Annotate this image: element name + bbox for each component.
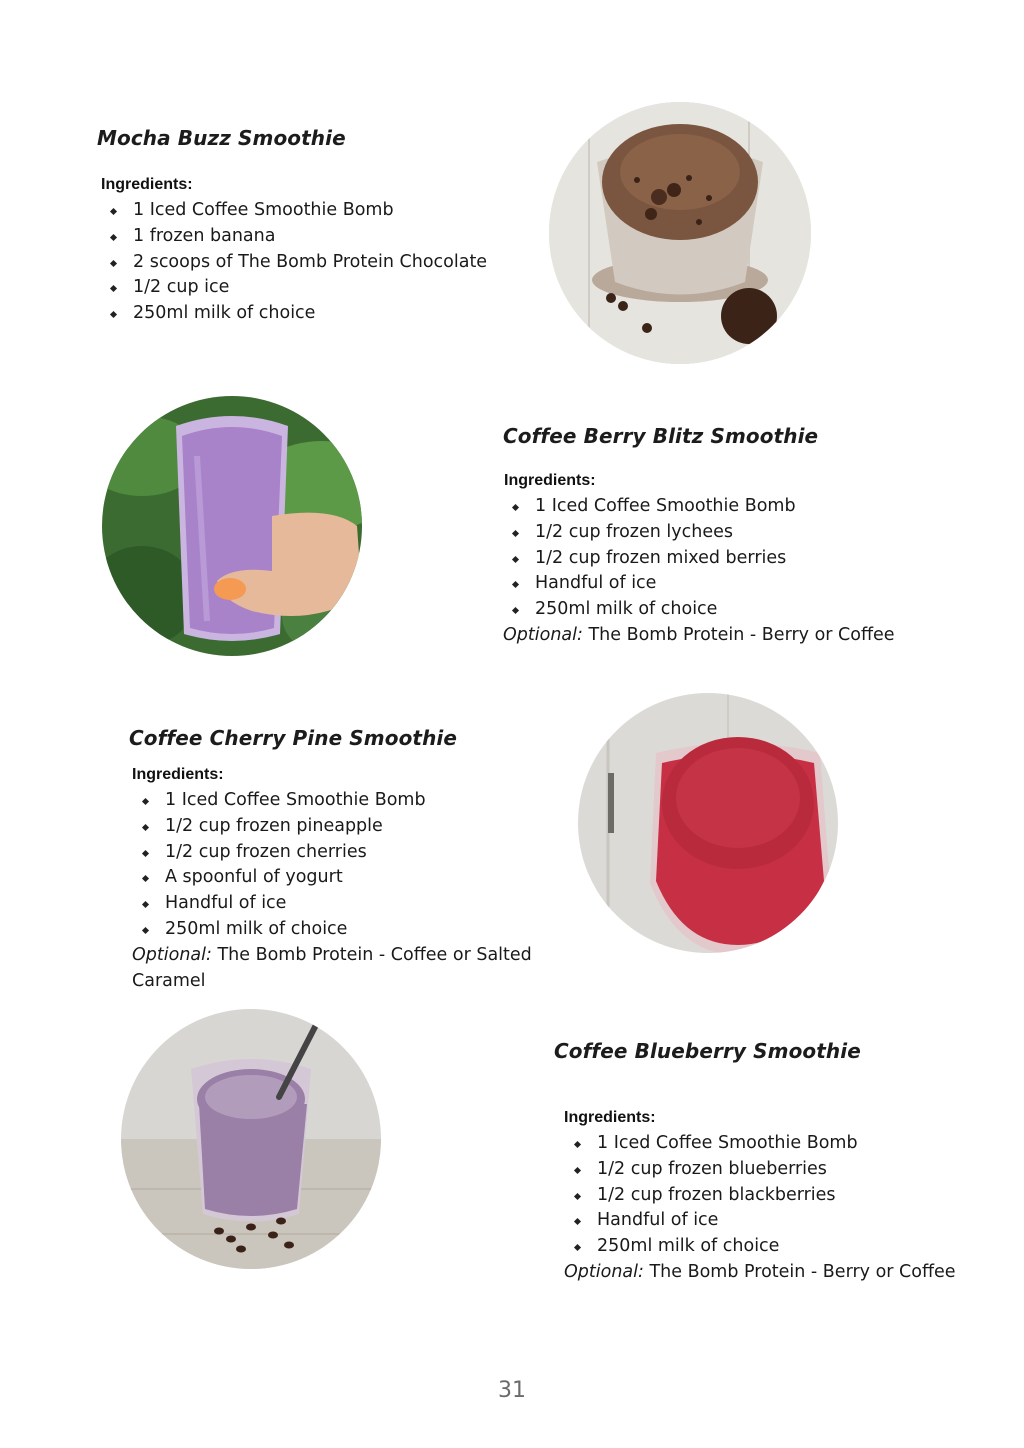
ingredients-list <box>554 1131 956 1260</box>
optional-text: The Bomb Protein - Coffee or Salted <box>217 944 532 965</box>
ingredient-item: 1/2 cup frozen lychees <box>511 520 895 546</box>
diamond-bullet-icon <box>110 285 117 292</box>
diamond-bullet-icon <box>142 875 149 882</box>
diamond-bullet-icon <box>142 824 149 831</box>
diamond-bullet-icon <box>574 1218 581 1225</box>
optional-label: Optional: <box>503 624 583 645</box>
ingredients-list <box>129 788 532 943</box>
optional-text: The Bomb Protein - Berry or Coffee <box>649 1261 956 1282</box>
blueberry-smoothie-photo <box>121 1009 381 1269</box>
ingredient-item: Handful of ice <box>511 571 895 597</box>
diamond-bullet-icon <box>574 1193 581 1200</box>
diamond-bullet-icon <box>142 850 149 857</box>
ingredient-item: 250ml milk of choice <box>573 1234 956 1260</box>
ingredient-item: 250ml milk of choice <box>109 301 487 327</box>
ingredient-item: Handful of ice <box>141 891 532 917</box>
ingredient-item: 1 Iced Coffee Smoothie Bomb <box>109 198 487 224</box>
recipe-title: Coffee Blueberry Smoothie <box>554 1039 861 1063</box>
berry-smoothie-photo <box>102 396 362 656</box>
ingredient-item: 1/2 cup ice <box>109 275 487 301</box>
ingredient-item: 1/2 cup frozen pineapple <box>141 814 532 840</box>
page-number: 31 <box>498 1378 526 1403</box>
ingredient-item: 1/2 cup frozen blueberries <box>573 1157 956 1183</box>
diamond-bullet-icon <box>512 607 519 614</box>
ingredients-label: Ingredients: <box>132 766 224 783</box>
ingredient-item: Handful of ice <box>573 1208 956 1234</box>
diamond-bullet-icon <box>574 1141 581 1148</box>
diamond-bullet-icon <box>110 234 117 241</box>
mocha-smoothie-photo <box>549 102 811 364</box>
diamond-bullet-icon <box>142 798 149 805</box>
ingredient-item: A spoonful of yogurt <box>141 865 532 891</box>
ingredient-item: 1 Iced Coffee Smoothie Bomb <box>573 1131 956 1157</box>
recipe-title: Coffee Berry Blitz Smoothie <box>503 424 819 448</box>
ingredient-item: 1 frozen banana <box>109 224 487 250</box>
ingredient-item: 250ml milk of choice <box>511 597 895 623</box>
ingredients-label: Ingredients: <box>101 176 193 193</box>
recipe-coffee-blueberry <box>554 1039 956 1286</box>
diamond-bullet-icon <box>110 311 117 318</box>
diamond-bullet-icon <box>512 504 519 511</box>
diamond-bullet-icon <box>512 530 519 537</box>
cherry-smoothie-photo <box>578 693 838 953</box>
ingredients-label: Ingredients: <box>504 472 596 489</box>
ingredient-item: 250ml milk of choice <box>141 917 532 943</box>
ingredients-list <box>97 198 487 327</box>
optional-note <box>564 1260 956 1286</box>
ingredients-label: Ingredients: <box>564 1109 656 1126</box>
optional-note <box>132 943 532 995</box>
recipe-mocha-buzz <box>97 126 487 327</box>
ingredient-item: 1/2 cup frozen blackberries <box>573 1183 956 1209</box>
recipe-title: Mocha Buzz Smoothie <box>97 126 346 150</box>
ingredient-item: 1 Iced Coffee Smoothie Bomb <box>511 494 895 520</box>
diamond-bullet-icon <box>110 208 117 215</box>
ingredient-item: 1 Iced Coffee Smoothie Bomb <box>141 788 532 814</box>
ingredient-item: 1/2 cup frozen mixed berries <box>511 546 895 572</box>
recipe-coffee-cherry-pine <box>129 726 532 994</box>
diamond-bullet-icon <box>110 260 117 267</box>
optional-text-line2: Caramel <box>132 970 206 991</box>
recipe-title: Coffee Cherry Pine Smoothie <box>129 726 458 750</box>
diamond-bullet-icon <box>574 1244 581 1251</box>
diamond-bullet-icon <box>142 927 149 934</box>
optional-label: Optional: <box>564 1261 644 1282</box>
diamond-bullet-icon <box>512 581 519 588</box>
diamond-bullet-icon <box>574 1167 581 1174</box>
diamond-bullet-icon <box>142 901 149 908</box>
diamond-bullet-icon <box>512 556 519 563</box>
ingredients-list <box>503 494 895 623</box>
optional-label: Optional: <box>132 944 212 965</box>
recipe-coffee-berry-blitz <box>503 424 895 649</box>
ingredient-item: 1/2 cup frozen cherries <box>141 840 532 866</box>
optional-text: The Bomb Protein - Berry or Coffee <box>588 624 895 645</box>
ingredient-item: 2 scoops of The Bomb Protein Chocolate <box>109 250 487 276</box>
optional-note <box>503 623 895 649</box>
